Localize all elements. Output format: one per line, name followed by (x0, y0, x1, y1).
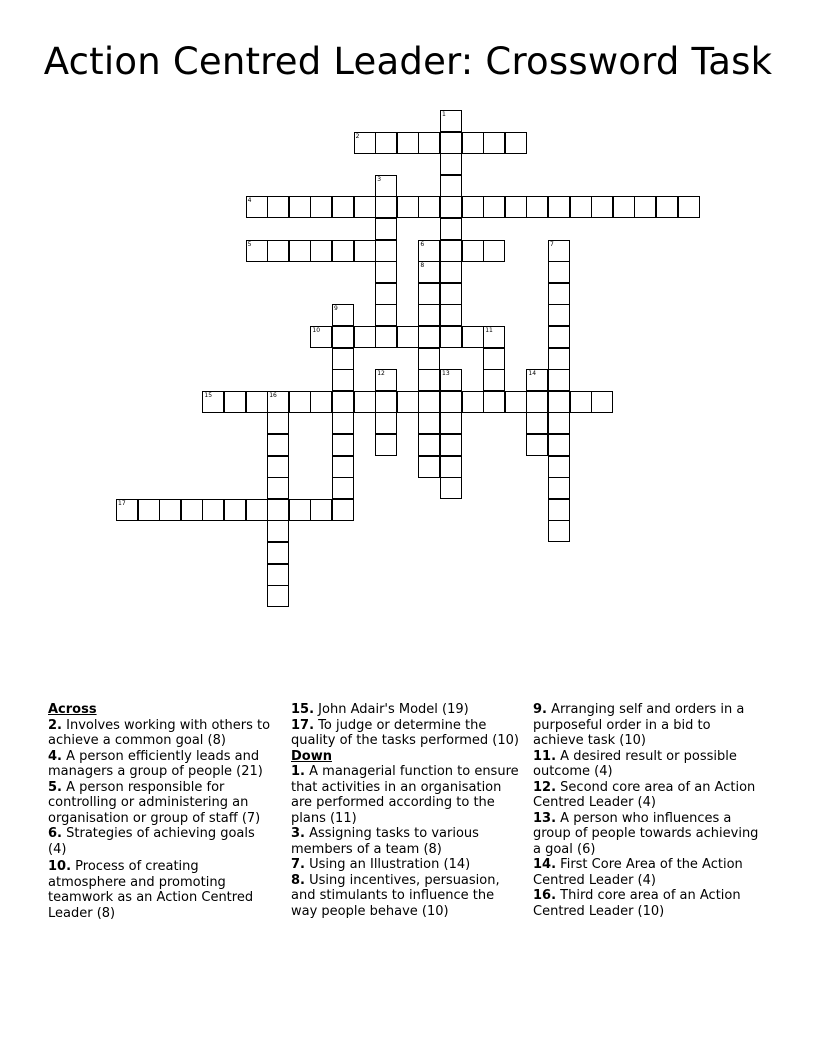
grid-cell[interactable] (332, 369, 354, 391)
grid-cell[interactable] (289, 240, 311, 262)
grid-cell[interactable] (440, 412, 462, 434)
cell-number: 9 (334, 305, 338, 313)
grid-cell[interactable] (202, 499, 224, 521)
grid-cell[interactable] (462, 196, 484, 218)
grid-cell[interactable] (440, 283, 462, 305)
grid-cell[interactable] (418, 196, 440, 218)
clue-number: 2. (48, 717, 62, 733)
clue-number: 14. (533, 857, 557, 872)
down-heading: Down (291, 748, 332, 764)
grid-cell[interactable] (375, 412, 397, 434)
grid-cell[interactable] (332, 499, 354, 521)
grid-cell[interactable] (548, 348, 570, 370)
clues-column-2 (291, 702, 523, 919)
grid-cell[interactable] (224, 391, 246, 413)
grid-cell[interactable] (181, 499, 203, 521)
clues-section (48, 702, 778, 982)
clue-down-9 (533, 702, 765, 749)
clue-number: 3. (291, 826, 305, 841)
grid-cell[interactable] (418, 304, 440, 326)
grid-cell[interactable] (440, 261, 462, 283)
grid-cell[interactable] (332, 434, 354, 456)
grid-cell[interactable] (267, 434, 289, 456)
clue-text: Process of creating atmosphere and promoting teamwork as an Action Centred Leader (8) (48, 859, 254, 921)
clue-across-10 (48, 859, 273, 921)
cell-number: 14 (528, 370, 537, 378)
grid-cell[interactable] (354, 391, 376, 413)
cell-number: 6 (420, 240, 425, 248)
clue-number: 8. (291, 872, 305, 888)
clue-text: Using incentives, persuasion, and stimulants to influence the way people behave (10) (291, 872, 500, 919)
clue-across-17 (291, 718, 523, 749)
grid-cell[interactable] (570, 391, 592, 413)
clue-down-14 (533, 857, 765, 888)
grid-cell[interactable] (332, 477, 354, 499)
grid-cell[interactable] (267, 240, 289, 262)
grid-cell[interactable] (548, 520, 570, 542)
grid-cell[interactable] (310, 391, 332, 413)
clue-text: A person efficiently leads and managers a group of people (21) (48, 748, 263, 779)
grid-cell[interactable] (548, 261, 570, 283)
grid-cell[interactable] (548, 434, 570, 456)
grid-cell[interactable] (202, 391, 224, 413)
grid-cell[interactable] (526, 434, 548, 456)
clue-across-6 (48, 826, 273, 857)
grid-cell[interactable] (332, 391, 354, 413)
grid-cell[interactable] (440, 326, 462, 348)
cell-number: 5 (247, 240, 252, 248)
across-heading: Across (48, 702, 97, 717)
cell-number: 4 (247, 197, 252, 205)
grid-cell[interactable] (440, 196, 462, 218)
grid-cell[interactable] (591, 196, 613, 218)
grid-cell[interactable] (375, 175, 397, 197)
cell-number: 13 (442, 370, 450, 378)
grid-cell[interactable] (440, 175, 462, 197)
grid-cell[interactable] (548, 304, 570, 326)
grid-cell[interactable] (310, 196, 332, 218)
grid-cell[interactable] (418, 391, 440, 413)
grid-cell[interactable] (505, 196, 527, 218)
grid-cell[interactable] (418, 240, 440, 262)
grid-cell[interactable] (440, 304, 462, 326)
grid-cell[interactable] (418, 132, 440, 154)
grid-cell[interactable] (548, 283, 570, 305)
page-title: Action Centred Leader: Crossword Task (43, 40, 773, 83)
grid-cell[interactable] (418, 326, 440, 348)
clue-text: A managerial function to ensure that activities in an organisation are performed according to the plans (11) (291, 764, 519, 826)
grid-cell[interactable] (267, 542, 289, 564)
clue-text: First Core Area of the Action Centred Leader (4) (533, 857, 743, 888)
grid-cell[interactable] (418, 412, 440, 434)
cell-number: 16 (269, 391, 277, 399)
grid-cell[interactable] (483, 196, 505, 218)
grid-cell[interactable] (354, 132, 376, 154)
grid-cell[interactable] (656, 196, 678, 218)
clue-down-11 (533, 749, 765, 780)
cell-number: 1 (442, 111, 446, 118)
grid-cell[interactable] (116, 499, 138, 521)
clues-column-3 (533, 702, 765, 919)
grid-cell[interactable] (375, 132, 397, 154)
grid-cell[interactable] (246, 391, 268, 413)
grid-cell[interactable] (375, 326, 397, 348)
grid-cell[interactable] (483, 240, 505, 262)
grid-cell[interactable] (483, 348, 505, 370)
grid-cell[interactable] (526, 196, 548, 218)
grid-cell[interactable] (440, 218, 462, 240)
grid-cell[interactable] (483, 391, 505, 413)
grid-cell[interactable] (462, 240, 484, 262)
grid-cell[interactable] (267, 564, 289, 586)
cell-number: 2 (355, 132, 360, 140)
grid-cell[interactable] (375, 261, 397, 283)
grid-cell[interactable] (418, 369, 440, 391)
clue-number: 10. (48, 859, 72, 874)
grid-cell[interactable] (548, 477, 570, 499)
grid-cell[interactable] (483, 326, 505, 348)
grid-cell[interactable] (526, 412, 548, 434)
grid-cell[interactable] (267, 585, 289, 607)
grid-cell[interactable] (375, 218, 397, 240)
clue-text: Assigning tasks to various members of a team (8) (291, 826, 479, 857)
clue-across-15 (291, 702, 523, 718)
grid-cell[interactable] (332, 240, 354, 262)
grid-cell[interactable] (418, 261, 440, 283)
grid-cell[interactable] (267, 412, 289, 434)
grid-cell[interactable] (418, 348, 440, 370)
cell-number: 17 (118, 499, 126, 507)
grid-cell[interactable] (440, 240, 462, 262)
clue-number: 1. (291, 764, 305, 779)
cell-number: 8 (420, 262, 425, 270)
grid-cell[interactable] (526, 369, 548, 391)
clue-number: 9. (533, 702, 547, 717)
grid-cell[interactable] (397, 391, 419, 413)
grid-cell[interactable] (267, 456, 289, 478)
grid-cell[interactable] (418, 283, 440, 305)
clue-text: Involves working with others to achieve a common goal (8) (48, 717, 271, 748)
grid-cell[interactable] (634, 196, 656, 218)
grid-cell[interactable] (375, 369, 397, 391)
clue-down-7 (291, 857, 523, 873)
clue-down-13 (533, 811, 765, 858)
grid-cell[interactable] (505, 391, 527, 413)
clue-text: Arranging self and orders in a purposeful order in a bid to achieve task (10) (533, 702, 745, 748)
grid-cell[interactable] (483, 369, 505, 391)
clue-number: 7. (291, 857, 305, 872)
grid-cell[interactable] (354, 196, 376, 218)
grid-cell[interactable] (397, 326, 419, 348)
grid-cell[interactable] (548, 499, 570, 521)
grid-cell[interactable] (375, 391, 397, 413)
clue-text: A person responsible for controlling or administering an organisation or group of staff (7) (48, 779, 261, 826)
grid-cell[interactable] (548, 240, 570, 262)
clue-text: A desired result or possible outcome (4) (533, 748, 737, 779)
grid-cell[interactable] (678, 196, 700, 218)
grid-cell[interactable] (548, 412, 570, 434)
clues-column-1 (48, 702, 273, 921)
grid-cell[interactable] (440, 110, 462, 132)
clue-text: To judge or determine the quality of the tasks performed (10) (291, 717, 519, 748)
grid-cell[interactable] (159, 499, 181, 521)
grid-cell[interactable] (375, 304, 397, 326)
cell-number: 12 (377, 370, 385, 378)
clue-down-12 (533, 780, 765, 811)
cell-number: 10 (312, 327, 321, 334)
clue-number: 13. (533, 810, 557, 826)
grid-cell[interactable] (440, 456, 462, 478)
grid-cell[interactable] (332, 348, 354, 370)
clue-down-16 (533, 888, 765, 919)
grid-cell[interactable] (267, 196, 289, 218)
grid-cell[interactable] (548, 326, 570, 348)
grid-cell[interactable] (310, 240, 332, 262)
grid-cell[interactable] (267, 477, 289, 499)
clue-down-3 (291, 826, 523, 857)
grid-cell[interactable] (440, 477, 462, 499)
clue-number: 6. (48, 826, 62, 841)
grid-cell[interactable] (462, 326, 484, 348)
grid-cell[interactable] (375, 196, 397, 218)
grid-cell[interactable] (310, 326, 332, 348)
grid-cell[interactable] (246, 196, 268, 218)
grid-cell[interactable] (332, 326, 354, 348)
grid-cell[interactable] (418, 456, 440, 478)
grid-cell[interactable] (224, 499, 246, 521)
clue-down-8 (291, 873, 523, 920)
clue-number: 4. (48, 748, 62, 764)
grid-cell[interactable] (354, 240, 376, 262)
grid-cell[interactable] (332, 196, 354, 218)
grid-cell[interactable] (397, 196, 419, 218)
grid-cell[interactable] (267, 520, 289, 542)
grid-cell[interactable] (289, 499, 311, 521)
grid-cell[interactable] (440, 434, 462, 456)
grid-cell[interactable] (375, 434, 397, 456)
grid-cell[interactable] (440, 369, 462, 391)
grid-cell[interactable] (332, 304, 354, 326)
grid-cell[interactable] (591, 391, 613, 413)
grid-cell[interactable] (548, 456, 570, 478)
clue-text: Second core area of an Action Centred Leader (4) (533, 779, 756, 810)
clue-down-1 (291, 764, 523, 826)
clue-number: 5. (48, 779, 62, 795)
grid-cell[interactable] (267, 499, 289, 521)
grid-cell[interactable] (440, 153, 462, 175)
grid-cell[interactable] (462, 391, 484, 413)
clue-text: John Adair's Model (19) (318, 702, 469, 717)
clue-number: 15. (291, 702, 315, 717)
clue-text: Using an Illustration (14) (309, 857, 471, 872)
clue-number: 16. (533, 888, 557, 903)
grid-cell[interactable] (462, 132, 484, 154)
clue-number: 17. (291, 717, 315, 733)
cell-number: 15 (204, 391, 213, 399)
grid-cell[interactable] (289, 391, 311, 413)
clue-text: Strategies of achieving goals (4) (48, 826, 255, 857)
cell-number: 3 (377, 175, 382, 183)
grid-cell[interactable] (418, 434, 440, 456)
cell-number: 11 (485, 327, 493, 334)
grid-cell[interactable] (289, 196, 311, 218)
clue-across-5 (48, 780, 273, 827)
grid-cell[interactable] (354, 326, 376, 348)
grid-cell[interactable] (483, 132, 505, 154)
grid-cell[interactable] (375, 283, 397, 305)
grid-cell[interactable] (267, 391, 289, 413)
grid-cell[interactable] (246, 240, 268, 262)
grid-cell[interactable] (332, 412, 354, 434)
clue-number: 12. (533, 779, 557, 795)
grid-cell[interactable] (440, 132, 462, 154)
grid-cell[interactable] (246, 499, 268, 521)
grid-cell[interactable] (548, 369, 570, 391)
grid-cell[interactable] (440, 391, 462, 413)
clue-text: A person who influences a group of people towards achieving a goal (6) (533, 810, 759, 857)
cell-number: 7 (550, 240, 554, 248)
clue-across-2 (48, 718, 273, 749)
grid-cell[interactable] (526, 391, 548, 413)
grid-cell[interactable] (505, 132, 527, 154)
grid-cell[interactable] (375, 240, 397, 262)
clue-number: 11. (533, 748, 557, 764)
grid-cell[interactable] (310, 499, 332, 521)
clue-across-4 (48, 749, 273, 780)
grid-cell[interactable] (548, 391, 570, 413)
grid-cell[interactable] (397, 132, 419, 154)
grid-cell[interactable] (548, 196, 570, 218)
grid-cell[interactable] (613, 196, 635, 218)
grid-cell[interactable] (570, 196, 592, 218)
grid-cell[interactable] (138, 499, 160, 521)
grid-cell[interactable] (332, 456, 354, 478)
clue-text: Third core area of an Action Centred Leader (10) (533, 888, 741, 919)
